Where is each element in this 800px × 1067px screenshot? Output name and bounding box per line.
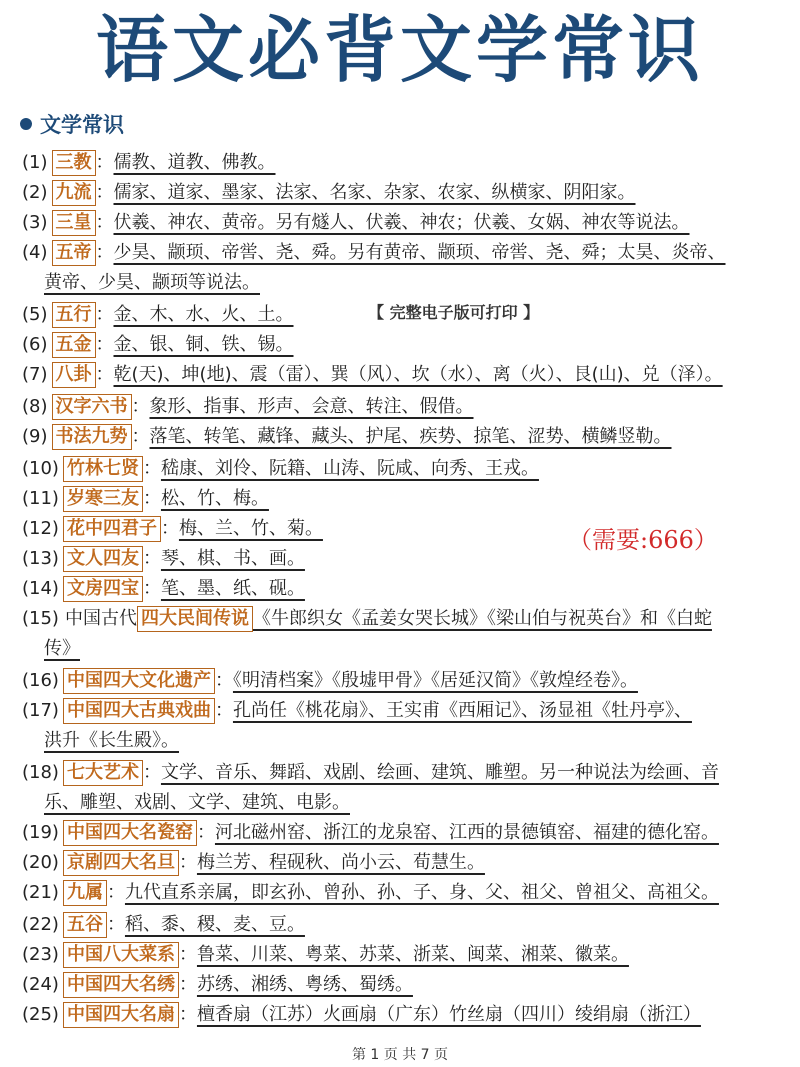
item-content: 苏绣、湘绣、粤绣、蜀绣。 bbox=[196, 974, 413, 995]
term-label: 五谷 bbox=[63, 912, 107, 938]
list-item bbox=[22, 880, 719, 906]
page-footer: 第 1 页 共 7 页 bbox=[351, 1047, 449, 1063]
term-label: 三教 bbox=[52, 150, 96, 176]
item-content: 儒教、道教、佛教。 bbox=[113, 152, 276, 173]
item-content: 少昊、颛顼、帝喾、尧、舜。另有黄帝、颛顼、帝喾、尧、舜；太昊、炎帝、 bbox=[113, 242, 726, 263]
list-item bbox=[22, 1002, 701, 1028]
list-item bbox=[22, 606, 712, 632]
item-number: (8) bbox=[22, 396, 48, 417]
list-item bbox=[22, 424, 672, 450]
item-content: 嵇康、刘伶、阮籍、山涛、阮咸、向秀、王戎。 bbox=[160, 458, 539, 479]
item-colon: ： bbox=[106, 882, 125, 903]
item-colon: ： bbox=[142, 548, 161, 569]
item-number: (25) bbox=[22, 1004, 59, 1025]
item-number: (1) bbox=[22, 152, 48, 173]
item-colon: ： bbox=[142, 578, 161, 599]
item-colon: ： bbox=[196, 822, 215, 843]
item-number: (22) bbox=[22, 914, 59, 935]
item-number: (4) bbox=[22, 242, 48, 263]
term-label: 中国四大古典戏曲 bbox=[63, 698, 215, 724]
list-item bbox=[22, 760, 719, 786]
item-content: 金、木、水、火、土。 bbox=[113, 304, 294, 325]
list-item bbox=[22, 698, 692, 724]
item-number: (7) bbox=[22, 364, 48, 385]
list-item bbox=[22, 486, 269, 512]
item-content: 松、竹、梅。 bbox=[160, 488, 269, 509]
item-colon: ： bbox=[214, 670, 233, 691]
item-number: (14) bbox=[22, 578, 59, 599]
item-content: 《明清档案》《殷墟甲骨》《居延汉简》《敦煌经卷》。 bbox=[232, 670, 638, 691]
item-colon: ： bbox=[214, 700, 233, 721]
item-colon: ： bbox=[178, 974, 197, 995]
term-label: 五金 bbox=[52, 332, 96, 358]
item-colon: ： bbox=[95, 242, 114, 263]
section-heading bbox=[20, 111, 124, 139]
term-label: 中国四大名瓷窑 bbox=[63, 820, 197, 846]
list-item bbox=[22, 150, 276, 176]
item-number: (21) bbox=[22, 882, 59, 903]
list-item bbox=[22, 942, 629, 968]
term-label: 中国八大菜系 bbox=[63, 942, 179, 968]
term-label: 八卦 bbox=[52, 362, 96, 388]
item-number: (17) bbox=[22, 700, 59, 721]
item-colon: ： bbox=[131, 426, 150, 447]
item-number: (13) bbox=[22, 548, 59, 569]
item-content: 笔、墨、纸、砚。 bbox=[160, 578, 305, 599]
term-label: 文房四宝 bbox=[63, 576, 143, 602]
item-colon: ： bbox=[178, 852, 197, 873]
item-colon: ： bbox=[131, 396, 150, 417]
item-content-line2: 乐、雕塑、戏剧、文学、建筑、电影。 bbox=[44, 792, 350, 813]
item-number: (23) bbox=[22, 944, 59, 965]
printable-note: 【 完整电子版可打印 】 bbox=[368, 303, 540, 322]
item-content: 梅兰芳、程砚秋、尚小云、荀慧生。 bbox=[196, 852, 485, 873]
item-content-continuation bbox=[44, 270, 260, 296]
item-content: 落笔、转笔、藏锋、藏头、护尾、疾势、掠笔、涩势、横鳞竖勒。 bbox=[149, 426, 672, 447]
item-colon: ： bbox=[142, 762, 161, 783]
term-label: 九属 bbox=[63, 880, 107, 906]
item-content: 孔尚任《桃花扇》、王实甫《西厢记》、汤显祖《牡丹亭》、 bbox=[232, 700, 692, 721]
term-label: 汉字六书 bbox=[52, 394, 132, 420]
item-content-continuation bbox=[44, 790, 350, 816]
list-item bbox=[22, 332, 294, 358]
item-content-line2: 传》 bbox=[44, 638, 80, 659]
item-content: 鲁菜、川菜、粤菜、苏菜、浙菜、闽菜、湘菜、徽菜。 bbox=[196, 944, 629, 965]
need-code: （需要:666） bbox=[568, 526, 718, 554]
list-item bbox=[22, 912, 305, 938]
item-content: 梅、兰、竹、菊。 bbox=[178, 518, 323, 539]
term-label: 中国四大名绣 bbox=[63, 972, 179, 998]
list-item bbox=[22, 456, 539, 482]
item-number: (19) bbox=[22, 822, 59, 843]
item-colon: ： bbox=[142, 458, 161, 479]
item-content: 象形、指事、形声、会意、转注、假借。 bbox=[149, 396, 474, 417]
item-colon: ： bbox=[160, 518, 179, 539]
item-colon: ： bbox=[95, 334, 114, 355]
item-content-line2: 洪升《长生殿》。 bbox=[44, 730, 179, 751]
term-label: 中国四大文化遗产 bbox=[63, 668, 215, 694]
list-item bbox=[22, 516, 323, 542]
item-number: (11) bbox=[22, 488, 59, 509]
item-colon: ： bbox=[178, 944, 197, 965]
item-number: (9) bbox=[22, 426, 48, 447]
item-content-continuation bbox=[44, 728, 179, 754]
section-heading-label: 文学常识 bbox=[40, 113, 124, 137]
item-number: (24) bbox=[22, 974, 59, 995]
bullet-dot-icon bbox=[20, 118, 32, 130]
term-label: 竹林七贤 bbox=[63, 456, 143, 482]
list-item bbox=[22, 576, 305, 602]
page-title: 语文必背文学常识 bbox=[95, 8, 704, 92]
term-label: 花中四君子 bbox=[63, 516, 161, 542]
item-content: 金、银、铜、铁、锡。 bbox=[113, 334, 294, 355]
item-colon: ： bbox=[95, 152, 114, 173]
item-content: 稻、黍、稷、麦、豆。 bbox=[124, 914, 305, 935]
item-number: (6) bbox=[22, 334, 48, 355]
term-label: 五行 bbox=[52, 302, 96, 328]
item-number: (2) bbox=[22, 182, 48, 203]
term-label: 五帝 bbox=[52, 240, 96, 266]
item-number: (18) bbox=[22, 762, 59, 783]
item-number: (12) bbox=[22, 518, 59, 539]
item-colon: ： bbox=[95, 364, 114, 385]
term-label: 京剧四大名旦 bbox=[63, 850, 179, 876]
list-item bbox=[22, 302, 294, 328]
item-number: (20) bbox=[22, 852, 59, 873]
item-colon: ： bbox=[95, 182, 114, 203]
term-label: 岁寒三友 bbox=[63, 486, 143, 512]
item-number: (16) bbox=[22, 670, 59, 691]
list-item bbox=[22, 546, 305, 572]
item-colon: ： bbox=[95, 212, 114, 233]
item-content-continuation bbox=[44, 636, 80, 662]
list-item bbox=[22, 240, 726, 266]
item-content: 檀香扇（江苏）火画扇（广东）竹丝扇（四川）绫绢扇（浙江） bbox=[196, 1004, 701, 1025]
item-prefix: 中国古代 bbox=[64, 608, 137, 629]
term-label: 九流 bbox=[52, 180, 96, 206]
item-number: (3) bbox=[22, 212, 48, 233]
item-content: 《牛郎织女《孟姜女哭长城》《梁山伯与祝英台》和《白蛇 bbox=[252, 608, 712, 629]
item-number: (10) bbox=[22, 458, 59, 479]
item-colon: ： bbox=[142, 488, 161, 509]
list-item bbox=[22, 362, 723, 388]
term-label: 三皇 bbox=[52, 210, 96, 236]
list-item bbox=[22, 668, 638, 694]
item-colon: ： bbox=[106, 914, 125, 935]
item-content: 文学、音乐、舞蹈、戏剧、绘画、建筑、雕塑。另一种说法为绘画、音 bbox=[160, 762, 719, 783]
list-item bbox=[22, 972, 413, 998]
item-colon: ： bbox=[95, 304, 114, 325]
list-item bbox=[22, 394, 474, 420]
item-content: 儒家、道家、墨家、法家、名家、杂家、农家、纵横家、阴阳家。 bbox=[113, 182, 636, 203]
term-label: 书法九势 bbox=[52, 424, 132, 450]
item-number: (15) bbox=[22, 608, 59, 629]
term-label: 文人四友 bbox=[63, 546, 143, 572]
term-label: 七大艺术 bbox=[63, 760, 143, 786]
item-content: 乾(天)、坤(地)、震（雷）、巽（风）、坎（水）、离（火）、艮(山)、兑（泽）。 bbox=[113, 364, 723, 385]
item-colon: ： bbox=[178, 1004, 197, 1025]
list-item bbox=[22, 850, 485, 876]
term-label: 中国四大名扇 bbox=[63, 1002, 179, 1028]
item-content: 河北磁州窑、浙江的龙泉窑、江西的景德镇窑、福建的德化窑。 bbox=[214, 822, 719, 843]
item-content: 伏羲、神农、黄帝。另有燧人、伏羲、神农；伏羲、女娲、神农等说法。 bbox=[113, 212, 690, 233]
list-item bbox=[22, 180, 636, 206]
list-item bbox=[22, 820, 719, 846]
list-item bbox=[22, 210, 690, 236]
item-content: 琴、棋、书、画。 bbox=[160, 548, 305, 569]
item-content-line2: 黄帝、少昊、颛顼等说法。 bbox=[44, 272, 260, 293]
item-number: (5) bbox=[22, 304, 48, 325]
item-content: 九代直系亲属，即玄孙、曾孙、孙、子、身、父、祖父、曾祖父、高祖父。 bbox=[124, 882, 719, 903]
term-label: 四大民间传说 bbox=[137, 606, 253, 632]
